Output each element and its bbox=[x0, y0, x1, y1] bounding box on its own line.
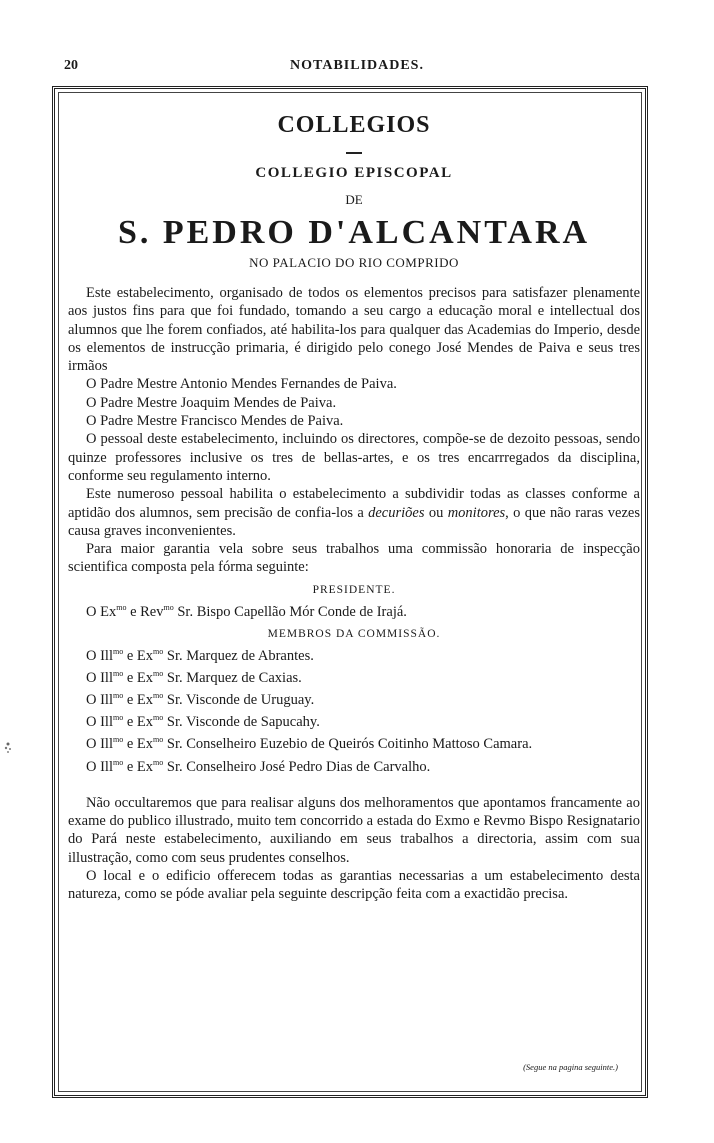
sup-mo: mo bbox=[112, 669, 124, 678]
honorific-ill: O Ill bbox=[86, 736, 113, 753]
sup-mo: mo bbox=[153, 757, 164, 767]
classes-text-end: , o que não raras vezes causa graves inconvenientes. bbox=[68, 504, 640, 539]
sup-mo: mo bbox=[163, 602, 174, 612]
membro-abrantes bbox=[68, 643, 640, 665]
paragraph-classes bbox=[68, 485, 640, 540]
sup-mo: mo bbox=[153, 735, 164, 745]
college-name: COLLEGIO EPISCOPAL bbox=[255, 165, 453, 181]
honorific-ill: O Ill bbox=[86, 758, 113, 775]
page-number: 20 bbox=[64, 58, 78, 73]
membro-name: Sr. Conselheiro Euzebio de Queirós Coitinho Mattoso Camara. bbox=[163, 736, 533, 753]
classes-text-start: Este numeroso pessoal habilita o estabelecimento a subdividir todas as classes conforme a aptidão dos alumnos, sem precisão de confia-los a bbox=[68, 486, 640, 521]
membro-sapucahy bbox=[68, 709, 640, 731]
sup-mo: mo bbox=[112, 757, 124, 767]
sup-mo: mo bbox=[112, 646, 124, 656]
continued-note: (Segue na pagina seguinte.) bbox=[523, 1062, 618, 1072]
paragraph-building: O local e o edificio offerecem todas as garantias necessarias a um estabelecimento desta natureza, como se póde avaliar pela seguinte descripção feita com a exactidão precisa. bbox=[68, 867, 640, 903]
section-title: COLLEGIOS bbox=[277, 112, 431, 138]
padre-joaquim: O Padre Mestre Joaquim Mendes de Paiva. bbox=[86, 394, 337, 411]
sup-mo: mo bbox=[112, 713, 124, 723]
padre-antonio: O Padre Mestre Antonio Mendes Fernandes de Paiva. bbox=[86, 376, 397, 393]
membros-label: MEMBROS DA COMMISSÃO. bbox=[267, 627, 441, 640]
honorific-ill: O Ill bbox=[86, 647, 113, 664]
running-title: NOTABILIDADES. bbox=[290, 58, 424, 73]
honorific-ex: e Ex bbox=[123, 736, 154, 753]
honorific-ex: e Ex bbox=[123, 647, 154, 664]
membro-name: Sr. Conselheiro José Pedro Dias de Carvalho. bbox=[163, 758, 431, 775]
membro-name: Sr. Marquez de Abrantes. bbox=[163, 647, 314, 664]
presidente-label: PRESIDENTE. bbox=[312, 583, 396, 596]
ink-speck-icon bbox=[2, 740, 14, 754]
membro-euzebio bbox=[68, 731, 640, 753]
title-divider bbox=[346, 152, 362, 154]
paragraph-commission: Para maior garantia vela sobre seus trabalhos uma commissão honoraria de inspecção scientifica composta pela fórma seguinte: bbox=[68, 541, 640, 576]
paragraph-establishment: Este estabelecimento, organisado de todos os elementos precisos para satisfazer plenamente aos justos fins para que foi fundado, tomando a seu cargo a educação moral e intellectual dos alumnos que lhe forem confiados, até habilita-los para qualquer das Academias do Imperio, desde os elementos de instrucção primaria, é dirigido pelo conego José Mendes de Paiva e seus tres irmãos bbox=[68, 285, 640, 375]
presidente-entry bbox=[68, 599, 640, 621]
membro-carvalho bbox=[68, 754, 640, 776]
sup-mo: mo bbox=[112, 691, 124, 701]
subtitle: NO PALACIO DO RIO COMPRIDO bbox=[249, 255, 459, 270]
sup-mo: mo bbox=[153, 646, 164, 656]
presidente-mid: e Rev bbox=[126, 603, 164, 620]
honorific-ill: O Ill bbox=[86, 714, 113, 731]
honorific-ill: O Ill bbox=[86, 691, 113, 708]
page-content bbox=[68, 110, 640, 903]
honorific-ex: e Ex bbox=[123, 758, 154, 775]
de-line: DE bbox=[345, 192, 363, 207]
membro-uruguay bbox=[68, 687, 640, 709]
membro-caxias bbox=[68, 665, 640, 687]
sup-mo: mo bbox=[112, 735, 124, 745]
honorific-ex: e Ex bbox=[123, 669, 154, 686]
term-decurioes: decuriões bbox=[368, 504, 425, 521]
sup-mo: mo bbox=[153, 713, 164, 723]
classes-text-mid: ou bbox=[424, 504, 448, 521]
paragraph-staff: O pessoal deste estabelecimento, incluindo os directores, compõe-se de dezoito pessoas, sendo quinze professores inclusive os tres de bellas-artes, e os tres encarrregados da disciplina, conforme seu regulamento interno. bbox=[68, 431, 640, 484]
sup-mo: mo bbox=[153, 669, 164, 678]
membro-name: Sr. Marquez de Caxias. bbox=[163, 669, 302, 686]
presidente-prefix: O Ex bbox=[86, 603, 117, 620]
presidente-name: Sr. Bispo Capellão Mór Conde de Irajá. bbox=[173, 603, 407, 620]
membro-name: Sr. Visconde de Sapucahy. bbox=[163, 714, 320, 731]
sup-mo: mo bbox=[153, 691, 164, 701]
sup-mo: mo bbox=[116, 602, 127, 612]
spacer bbox=[68, 776, 640, 794]
padre-francisco: O Padre Mestre Francisco Mendes de Paiva. bbox=[86, 413, 344, 430]
honorific-ill: O Ill bbox=[86, 669, 113, 686]
article-body bbox=[68, 284, 640, 903]
main-title: S. PEDRO D'ALCANTARA bbox=[117, 214, 591, 251]
honorific-ex: e Ex bbox=[123, 714, 154, 731]
honorific-ex: e Ex bbox=[123, 691, 154, 708]
membro-name: Sr. Visconde de Uruguay. bbox=[163, 691, 315, 708]
paragraph-improvements: Não occultaremos que para realisar alguns dos melhoramentos que apontamos francamente ao exame do publico illustrado, muito tem concorrido a estada do Exmo e Revmo Bispo Resignatario do Pará neste estabelecimento, auxiliando em seus trabalhos a directoria, assim com sua illustração, como com seus prudentes conselhos. bbox=[68, 794, 640, 866]
term-monitores: monitores bbox=[447, 504, 506, 521]
